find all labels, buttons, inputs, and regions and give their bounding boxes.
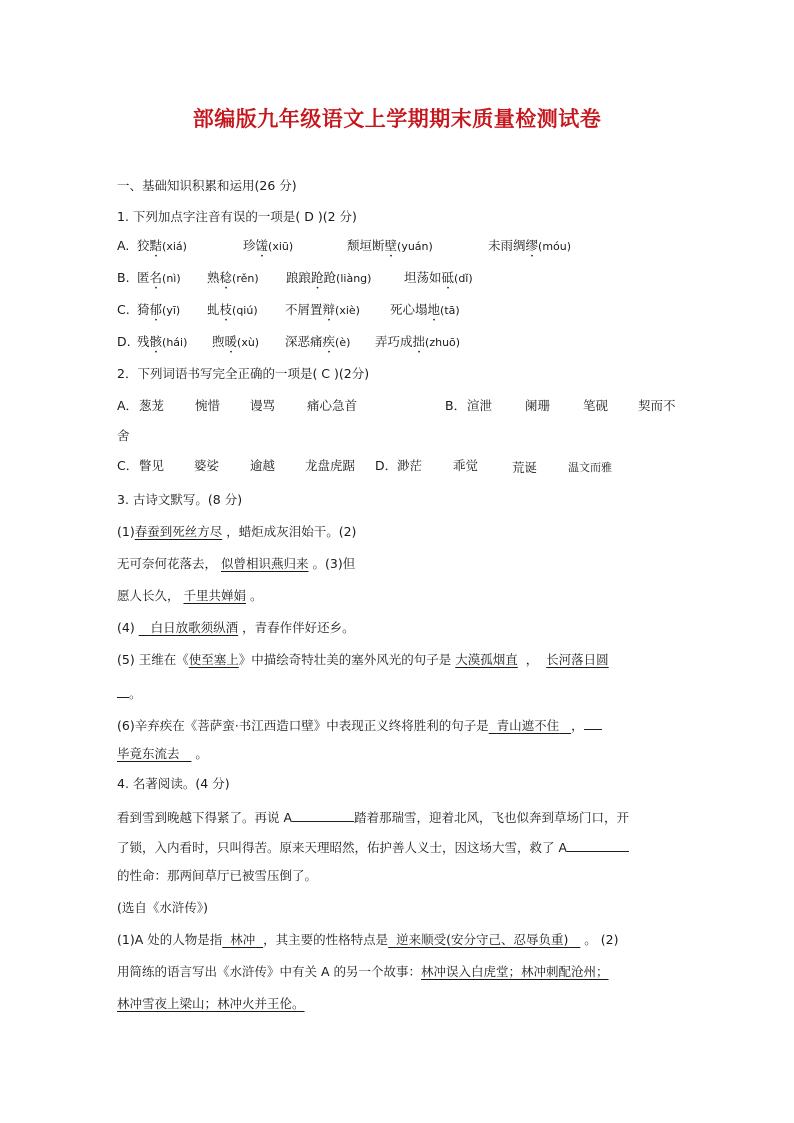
word-item: 熟稔(rěn) [207, 270, 259, 285]
word-item-continued: 舍 [117, 428, 130, 443]
recitation-line-2: 无可奈何花落去， 似曾相识燕归来 。(3)但 [117, 556, 356, 571]
option-label: D． [375, 458, 398, 473]
word-item: 颓垣断壁(yuán) [347, 238, 433, 253]
word-item: 渺茫 [397, 458, 423, 473]
option-label: D. [117, 334, 131, 349]
reading-passage-line-2: 了锁，入内看时，只叫得苦。原来天理昭然，佑护善人义士，因这场大雪，救了 A [117, 838, 629, 856]
word-item: 虬枝(qiú) [207, 302, 258, 317]
reading-source: (选自《水浒传》) [117, 900, 209, 915]
word-item: 猗郁(yī) [137, 302, 181, 317]
word-item: 珍馐(xiū) [243, 238, 294, 253]
option-label: B. [117, 270, 130, 285]
recitation-line-5-end: 。 [117, 684, 142, 702]
word-item: 婆娑 [194, 458, 220, 473]
recitation-line-3: 愿人长久， 千里共婵娟 。 [117, 588, 263, 603]
word-item: 弄巧成拙(zhuō) [375, 334, 461, 349]
word-item: 葱茏 [139, 398, 165, 413]
recitation-line-6: (6)辛弃疾在《菩萨蛮·书江西造口壁》中表现正义终将胜利的句子是 青山遮不住 ， [117, 716, 602, 734]
option-label: B． [445, 398, 467, 413]
word-item: 渲泄 [467, 398, 493, 413]
word-item: 痛心急首 [307, 398, 358, 413]
word-item: 匿名(nì) [137, 270, 181, 285]
word-item: 逾越 [250, 458, 276, 473]
option-label: A. [117, 238, 130, 253]
word-item: 荒诞 [512, 460, 538, 475]
question-4-sub-2: 用简练的语言写出《水浒传》中有关 A 的另一个故事：林冲误入白虎堂；林冲刺配沧州； [117, 964, 609, 979]
option-label: C． [117, 458, 139, 473]
word-item: 不屑置辩(xiè) [285, 302, 360, 317]
page-title: 部编版九年级语文上学期期末质量检测试卷 [192, 106, 602, 131]
question-1-stem: 1. 下列加点字注音有误的一项是( D )(2 分) [117, 209, 357, 224]
word-item: 龙盘虎踞 [305, 458, 356, 473]
option-label: A． [117, 398, 139, 413]
word-item: 踉踉跄跄(liàng) [286, 270, 372, 285]
word-item: 温文而雅 [568, 461, 612, 474]
word-item: 乖觉 [453, 458, 479, 473]
question-3-stem: 3. 古诗文默写。(8 分) [117, 492, 243, 507]
recitation-line-4: (4) 白日放歌须纵酒 ，青春作伴好还乡。 [117, 620, 355, 635]
word-item: 坦荡如砥(dǐ) [404, 270, 473, 285]
question-4-sub-2-cont: 林冲雪夜上梁山；林冲火并王伦。 [117, 996, 305, 1011]
word-item: 谩骂 [250, 398, 276, 413]
section-heading: 一、基础知识积累和运用(26 分) [117, 178, 297, 193]
recitation-line-1: (1)春蚕到死丝方尽 ，蜡炬成灰泪始干。(2) [117, 524, 357, 539]
word-item: 煦暖(xù) [212, 334, 260, 349]
word-item: 笔砚 [583, 398, 609, 413]
question-2-stem: 2．下列词语书写完全正确的一项是( C )(2分) [117, 366, 370, 381]
question-4-stem: 4. 名著阅读。(4 分) [117, 776, 230, 791]
word-item: 瞥见 [139, 458, 165, 473]
recitation-line-5: (5) 王维在《使至塞上》中描绘奇特壮美的塞外风光的句子是 大漠孤烟直 ， 长河落日圆 [117, 652, 609, 667]
word-item: 契而不 [638, 398, 676, 413]
word-item: 死心塌地(tā) [390, 302, 460, 317]
reading-passage-line-1: 看到雪到晚越下得紧了。再说 A 踏着那瑞雪，迎着北风，飞也似奔到草场门口，开 [117, 810, 630, 825]
word-item: 狡黠(xiá) [137, 238, 187, 253]
word-item: 阑珊 [525, 398, 551, 413]
reading-passage-line-3: 的性命：那两间草厅已被雪压倒了。 [117, 868, 318, 883]
word-item: 未雨绸缪(móu) [488, 238, 572, 253]
question-4-sub-1: (1)A 处的人物是指 林冲 ，其主要的性格特点是 逆来顺受(安分守己、忍辱负重) 。 (2) [117, 932, 619, 947]
word-item: 深恶痛疾(è) [285, 334, 351, 349]
recitation-line-6-end: 毕竟东流去 。 [117, 746, 208, 761]
word-item: 残骸(hái) [137, 334, 188, 349]
option-label: C. [117, 302, 130, 317]
word-item: 惋惜 [195, 398, 221, 413]
